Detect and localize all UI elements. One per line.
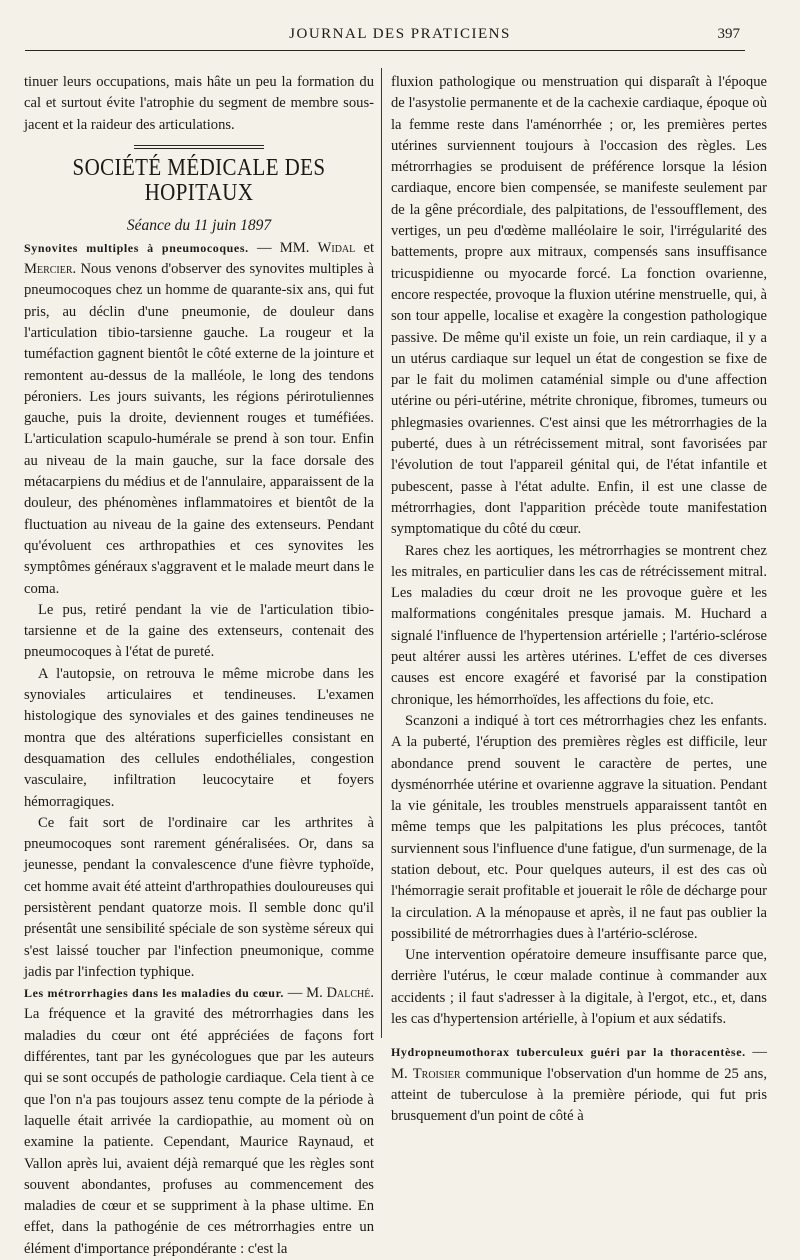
synovites-rubric: Synovites multiples à pneumocoques. [24,240,249,255]
session-date: Séance du 11 juin 1897 [126,217,272,235]
metrorrhagies-rubric: Les métrorrhagies dans les maladies du cœur. [24,986,284,1001]
section-rule [134,145,264,149]
hydropneumothorax-text: communique l'observation d'un homme de 25 ans, atteint de tuberculose à la première période, qui fut pris brusquement d'un point de côté à [391,1065,767,1125]
header-rule [25,50,745,51]
metrorrhagies-intro: — M. [284,985,327,1002]
running-title: JOURNAL DES PRATICIENS [289,26,511,42]
author-widal: Widal [317,239,356,256]
running-head [0,26,800,48]
hydropneumothorax-paragraph [391,1042,767,1127]
body-paragraph: fluxion pathologique ou menstruation qui disparaît à l'époque de l'asystolie permanente et de la cachexie cardiaque, époque où la femme reste dans l'aménorrhée ; or, les premières pertes utérines surviennent toujours à l'occasion des règles. Les métrorrhagies se produisent de préférence lorsque la lésion cardiaque, encore bien compensée, se manifeste seulement par de la gêne précordiale, des palpitations, de l'essoufflement, des vertiges, un peu d'œdème malléolaire le soir, l'irrégularité des battements, propre aux mitraux, compensés sans insuffisance tricuspidienne ou myocarde forcé. La fonction ovarienne, encore respectée, provoque la fluxion utérine menstruelle, qui, à son tour appelle, localise et exagère la congestion pathologique passive. De même qu'il existe un foie, un rein cardiaque, il y a un utérus cardiaque sur lequel un état de congestion se fixe de par le fait du molimen cataménial simple ou d'une affection utérine ou péri-utérine, métrite chronique, fibromes, tumeurs ou phlegmasies ovariennes. C'est ainsi que les métrorrhagies de la puberté, dues à un rétrécissement mitral, sont favorisées par l'évolution de tout l'appareil génital qui, de l'état infantile et pubescent, passe à l'état adulte. Enfin, il est une classe de métrorrhagies, dont l'apparition précède toute manifestation symptomatique du côté du cœur. [391,74,767,538]
right-column [391,72,767,1128]
synovites-conj: et [355,239,374,256]
page-number: 397 [717,26,740,42]
body-paragraph: Scanzoni a indiqué à tort ces métrorrhagies chez les enfants. A la puberté, l'éruption des premières règles est difficile, leur abondance prend souvent le caractère de pertes, une dysménorrhée utérine et ovarienne aggrave la situation. Pendant la vie génitale, les troubles menstruels apparaissent tantôt en même temps que les palpitations les plus précoces, tantôt surviennent sous l'influence d'une fatigue, d'un surmenage, de la station debout, etc. Pour quelques auteurs, il est des cas où l'hémorragie serait profitable et jouerait le rôle de décharge pour la circulation. A la ménopause et après, il ne faut pas oublier la possibilité de métrorrhagies dues à l'artério-sclérose. [391,712,767,942]
metrorrhagies-text: . La fréquence et la gravité des métrorrhagies dans les maladies du cœur ont été appréciées de façons fort différentes, tant par les gynécologues que par les auteurs qui se sont occupés de pathologie cardiaque. Cela tient à ce que l'on n'a pas toujours assez tenu compte de la période à laquelle était arrivée la cardiopathie, au moment où on examine la patiente. Cependant, Maurice Raynaud, et Vallon après lui, avaient déjà remarqué que les règles sont souvent abondantes, profuses au commencement des maladies de cœur et se suppriment à la phase ultime. En effet, dans la pathogénie de ces métrorrhagies entre un élément d'importance prépondérante : c'est la [24,985,374,1257]
body-paragraph: Ce fait sort de l'ordinaire car les arthrites à pneumocoques sont rarement généralisées. Or, dans sa jeunesse, pendant la convalescence d'une fièvre typhoïde, cet homme avait été atteint d'arthropathies douloureuses qui persistèrent pendant quatorze mois. Il semble donc qu'il présentât une sensibilité spéciale de son système séreux qui s'est laissé toucher par l'infection pneumonique, comme jadis par l'infection typhique. [24,814,374,980]
left-column [24,72,374,1260]
metrorrhagies-paragraph [24,983,374,1260]
synovites-paragraph [24,238,374,600]
author-dalche: Dalché [326,985,371,1002]
author-troisier: Troisier [412,1065,461,1082]
hydropneumothorax-rubric: Hydropneumothorax tuberculeux guéri par la thoracentèse. [391,1045,746,1060]
column-divider [381,68,382,1038]
author-mercier: Mercier [24,261,73,278]
body-paragraph: Le pus, retiré pendant la vie de l'articulation tibio-tarsienne et de la gaine des extenseurs, contenait des pneumocoques à l'état de pureté. [24,601,374,661]
society-title: SOCIÉTÉ MÉDICALE DES HOPITAUX [72,152,326,207]
synovites-intro: — MM. [248,239,318,256]
carryover-paragraph: tinuer leurs occupations, mais hâte un peu la formation du cal et surtout évite l'atrophie du segment de membre sous-jacent et la raideur des articulations. [24,74,374,133]
synovites-text: . Nous venons d'observer des synovites multiples à pneumocoques chez un homme de quarante-six ans, qui fut pris, au déclin d'une pneumonie, de douleur dans l'articulation tibio-tarsienne gauche. La rougeur et la tuméfaction gagnent bientôt le côté externe de la jointure et remontent au-dessus de la malléole, le long des tendons péroniers. Les jours suivants, les régions périrotuliennes gauche, puis la droite, deviennent rouges et tuméfiées. L'articulation scapulo-humérale se prend à son tour. Enfin au niveau de la main gauche, sur la face dorsale des métacarpiens du médius et de l'annulaire, apparaissent de la douleur, des phénomènes inflammatoires et bientôt de la fluctuation au niveau de la gaine des extenseurs. Pendant qu'évoluent ces arthropathies et ces synovites les symptômes généraux s'aggravent et le malade meurt dans le coma. [24,261,374,597]
hydropneumothorax-intro: — M. [391,1044,767,1082]
body-paragraph: Rares chez les aortiques, les métrorrhagies se montrent chez les mitrales, en particulier dans les cas de rétrécissement mitral. Les maladies du cœur droit ne les provoque guère et les malformations congénitales presque jamais. M. Huchard a signalé l'influence de l'hypertension artérielle ; l'artério-sclérose peut altérer aussi les artères utérines. L'effet de ces diverses causes est encore exagéré et favorisé par la constipation chronique, les hémorrhoïdes, les affections du foie, etc. [391,542,767,708]
body-paragraph: A l'autopsie, on retrouva le même microbe dans les synoviales articulaires et tendineuses. L'examen histologique des synoviales et des gaines tendineuses ne montra que des altérations superficielles consistant en desquamation des cellules endothéliales, congestion vasculaire, infiltration leucocytaire et foyers hémorragiques. [24,665,374,810]
body-paragraph: Une intervention opératoire demeure insuffisante parce que, derrière l'utérus, le cœur malade continue à commander aux accidents ; il faut s'adresser à la digitale, à l'ergot, etc., et, dans les cas d'hypertension artérielle, à l'opium et aux sédatifs. [391,947,767,1028]
